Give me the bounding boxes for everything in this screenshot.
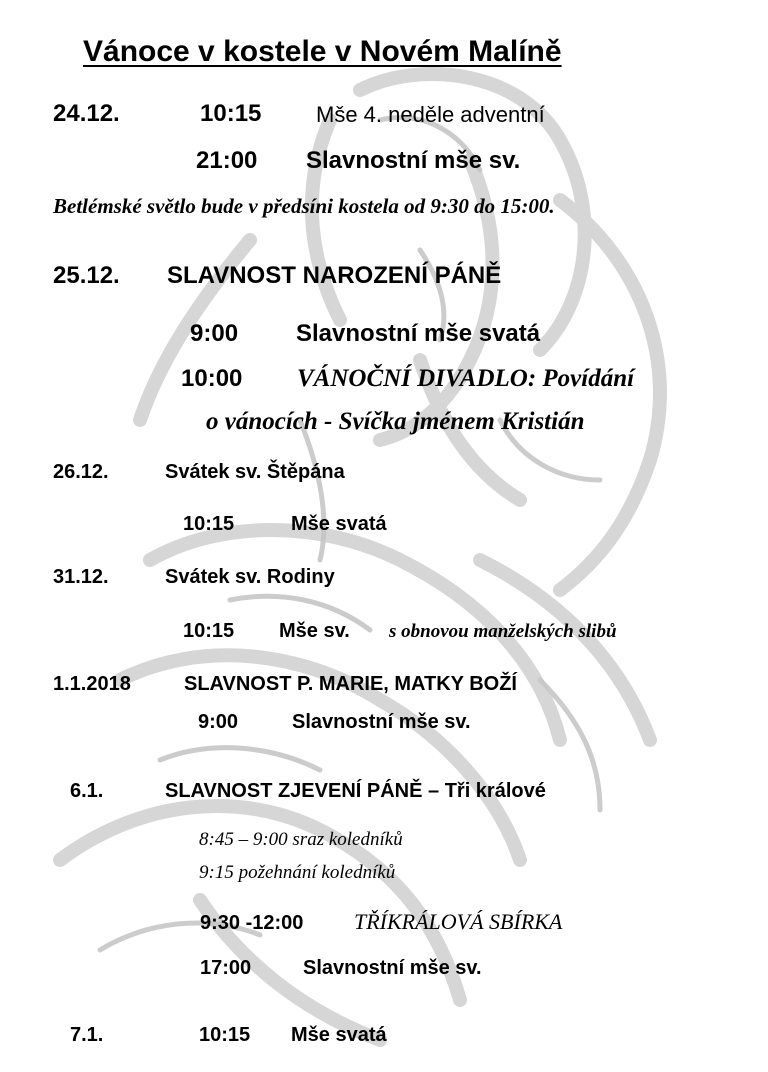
heading-dec31-holy-family: Svátek sv. Rodiny: [165, 566, 335, 588]
event-jan6-festive-mass: Slavnostní mše sv.: [303, 957, 482, 979]
time-jan7-1015: 10:15: [199, 1024, 251, 1046]
note-jan6-carolers-meet: 8:45 – 9:00 sraz koledníků: [199, 829, 403, 850]
date-dec26: 26.12.: [53, 461, 109, 483]
heading-dec26-st-stephen: Svátek sv. Štěpána: [165, 461, 345, 483]
event-jan7-mass: Mše svatá: [291, 1024, 387, 1046]
event-dec31-mass: Mše sv.: [279, 620, 350, 642]
note-jan6-carolers-blessing: 9:15 požehnání koledníků: [199, 862, 396, 883]
event-dec25-theatre-line1: VÁNOČNÍ DIVADLO: Povídání: [297, 365, 635, 392]
heading-jan6-epiphany: SLAVNOST ZJEVENÍ PÁNĚ – Tři králové: [165, 780, 546, 802]
event-dec24-festive-mass: Slavnostní mše sv.: [306, 147, 521, 174]
event-dec31-vows-note: s obnovou manželských slibů: [389, 621, 617, 642]
time-dec24-1015: 10:15: [200, 100, 262, 127]
event-jan1-festive-mass: Slavnostní mše sv.: [292, 711, 471, 733]
time-dec25-1000: 10:00: [181, 365, 243, 392]
event-dec24-advent-mass: Mše 4. neděle adventní: [316, 102, 545, 127]
date-jan6: 6.1.: [70, 780, 104, 802]
time-dec25-0900: 9:00: [190, 320, 239, 347]
time-dec31-1015: 10:15: [183, 620, 235, 642]
date-dec25: 25.12.: [53, 262, 120, 289]
event-dec25-theatre-line2: o vánocích - Svíčka jménem Kristián: [206, 408, 585, 435]
event-jan6-collection: TŘÍKRÁLOVÁ SBÍRKA: [354, 909, 563, 934]
time-jan1-0900: 9:00: [198, 711, 239, 733]
time-jan6-0930: 9:30 -12:00: [200, 912, 304, 934]
heading-jan1-mary: SLAVNOST P. MARIE, MATKY BOŽÍ: [184, 673, 517, 695]
date-jan1: 1.1.2018: [53, 673, 131, 695]
heading-dec25-nativity: SLAVNOST NAROZENÍ PÁNĚ: [167, 262, 502, 289]
time-dec26-1015: 10:15: [183, 513, 235, 535]
event-dec26-mass: Mše svatá: [291, 513, 387, 535]
date-dec24: 24.12.: [53, 100, 120, 127]
note-bethlehem-light: Betlémské světlo bude v předsíni kostela od 9:30 do 15:00.: [53, 194, 555, 218]
page-title: Vánoce v kostele v Novém Malíně: [83, 35, 562, 68]
time-jan6-1700: 17:00: [200, 957, 252, 979]
date-jan7: 7.1.: [70, 1024, 104, 1046]
date-dec31: 31.12.: [53, 566, 109, 588]
event-dec25-festive-mass: Slavnostní mše svatá: [296, 320, 541, 347]
time-dec24-2100: 21:00: [196, 147, 258, 174]
